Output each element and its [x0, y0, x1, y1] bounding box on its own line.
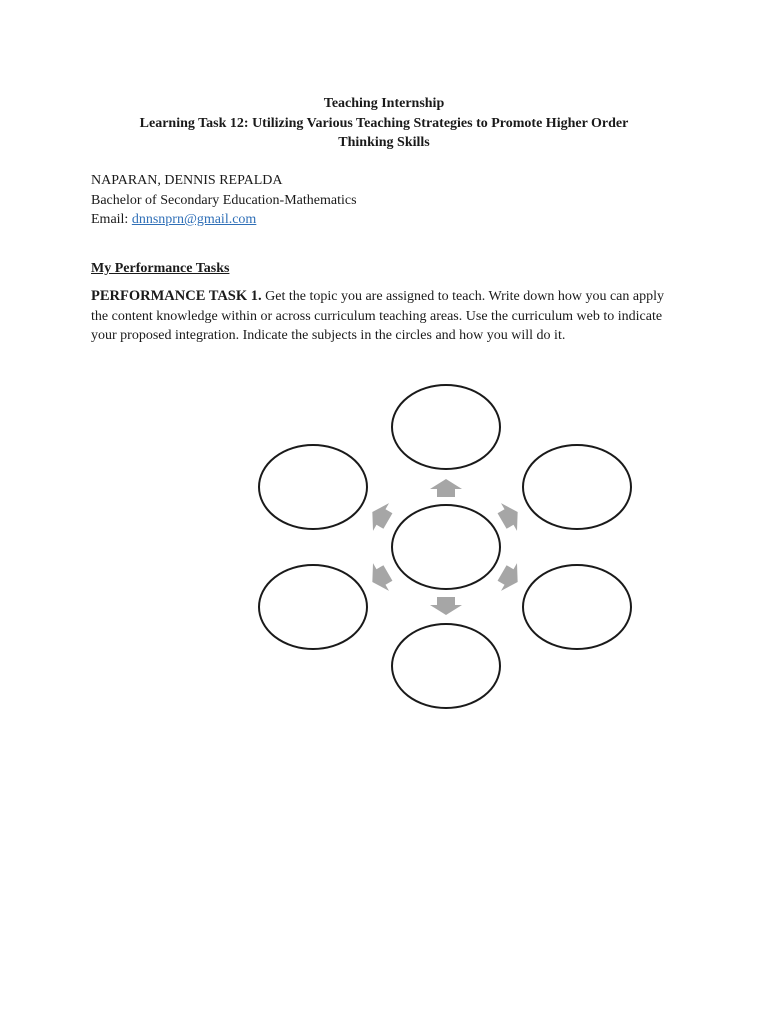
outer-circle-top[interactable]	[392, 385, 500, 469]
arrow-lower-left-icon	[364, 559, 396, 596]
arrow-up-icon	[430, 479, 462, 497]
document-header	[0, 94, 768, 153]
task-lead: PERFORMANCE TASK 1.	[91, 288, 262, 304]
author-name: NAPARAN, DENNIS REPALDA	[91, 173, 283, 188]
outer-circle-lower-left[interactable]	[259, 565, 367, 649]
author-block	[91, 171, 357, 230]
outer-circle-bottom[interactable]	[392, 624, 500, 708]
center-circle[interactable]	[392, 505, 500, 589]
outer-circle-upper-right[interactable]	[523, 445, 631, 529]
task-body: Get the topic you are assigned to teach. Write down how you can apply the content knowledge within or across curriculum teaching areas. Use the curriculum web to indicate your proposed integration. Indicate the subjects in the circles and how you will do it.	[91, 289, 664, 343]
performance-task-paragraph	[91, 287, 681, 346]
email-link[interactable]: dnnsnprn@gmail.com	[131, 212, 257, 227]
email-label: Email:	[91, 212, 132, 227]
author-email-row	[91, 210, 357, 230]
section-title: My Performance Tasks	[91, 261, 230, 276]
author-program: Bachelor of Secondary Education-Mathematics	[91, 192, 357, 208]
outer-circle-lower-right[interactable]	[523, 565, 631, 649]
curriculum-web-diagram	[250, 380, 650, 720]
course-title: Teaching Internship	[323, 96, 445, 111]
arrow-upper-left-icon	[364, 498, 396, 535]
arrow-down-icon	[430, 597, 462, 615]
arrow-upper-right-icon	[494, 498, 526, 535]
outer-circle-upper-left[interactable]	[259, 445, 367, 529]
task-title-continued: Thinking Skills	[338, 135, 430, 150]
task-title: Learning Task 12: Utilizing Various Teaching Strategies to Promote Higher Order	[139, 115, 629, 131]
arrow-lower-right-icon	[494, 559, 526, 596]
